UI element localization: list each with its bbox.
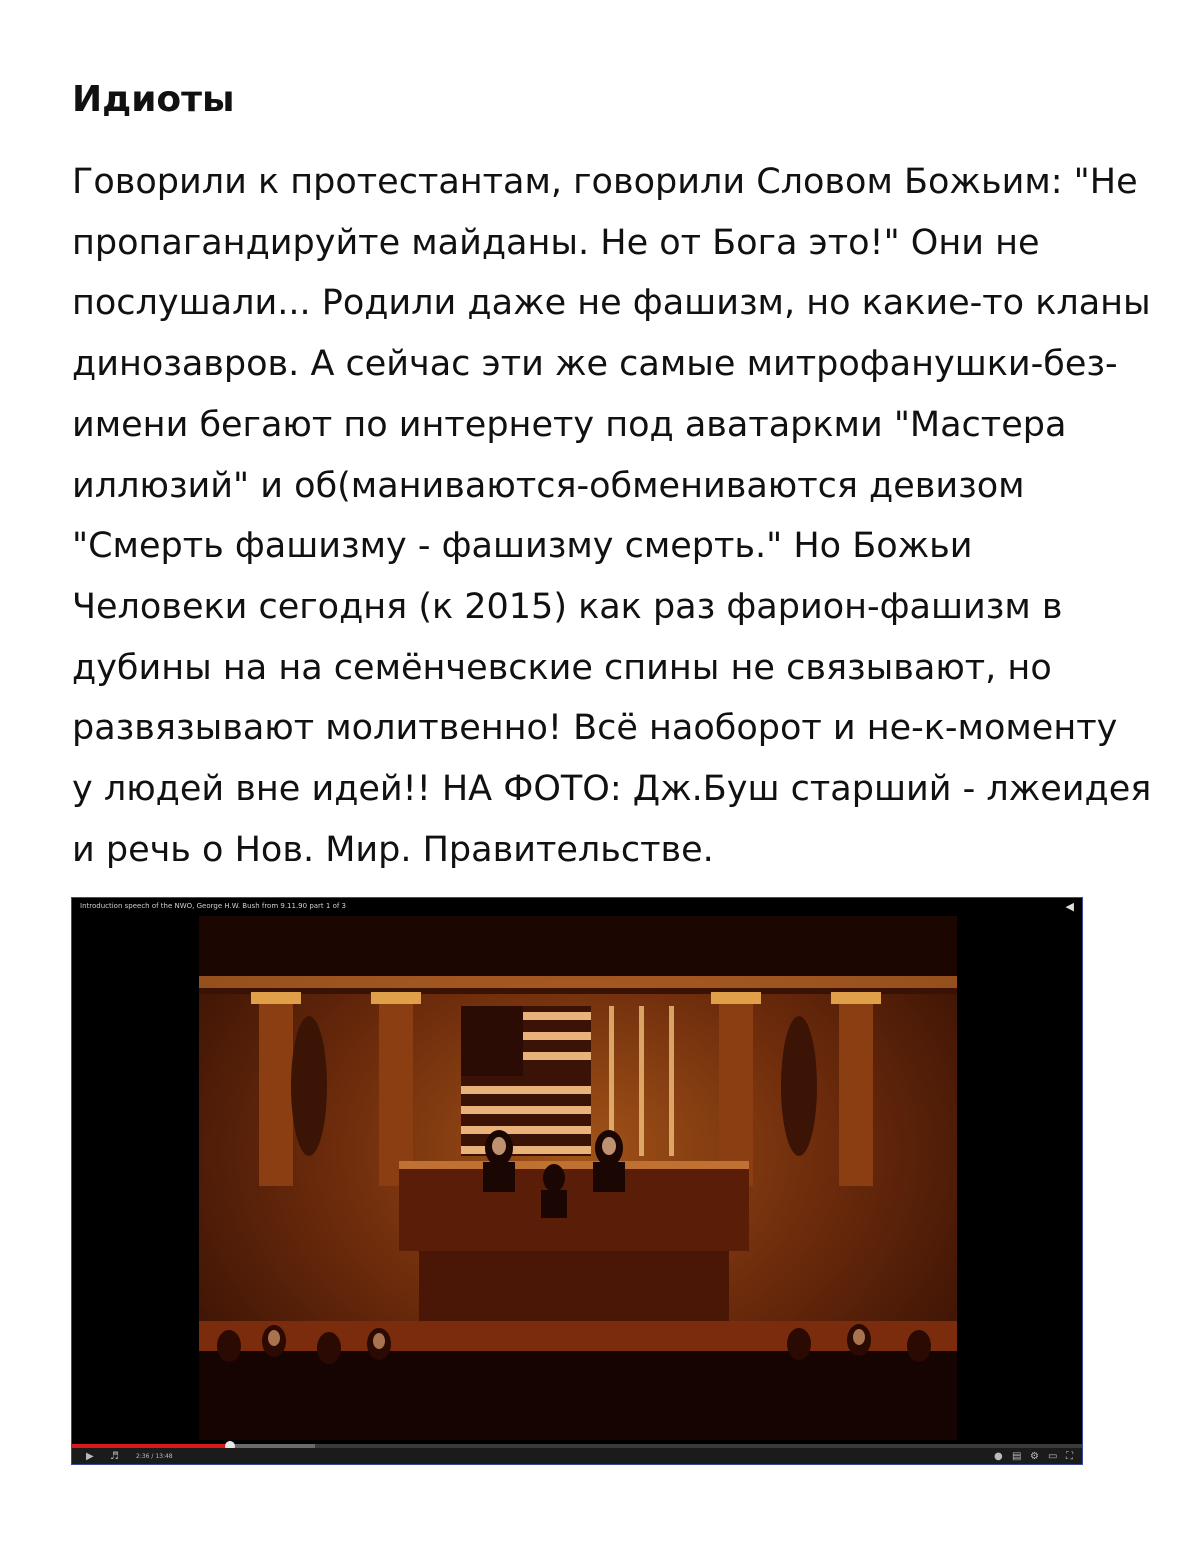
gear-icon[interactable]: ⚙ [1030, 1451, 1039, 1462]
congress-scene-image [199, 916, 957, 1440]
play-icon[interactable]: ▶ [86, 1451, 94, 1462]
time-current: 2:36 [136, 1453, 150, 1460]
body-paragraph [72, 152, 1152, 880]
video-player[interactable] [71, 897, 1083, 1465]
video-title[interactable]: Introduction speech of the NWO, George H.W. Bush from 9.11.90 part 1 of 3 [80, 902, 346, 910]
page-title: Идиоты [72, 79, 235, 120]
body-line: имени бегают по интернету под аватаркми "Мастера [72, 404, 1067, 445]
body-line: динозавров. А сейчас эти же самые митрофанушки-без- [72, 344, 1118, 385]
body-line: иллюзий" и об(маниваются-обмениваются девизом [72, 465, 1025, 506]
video-frame[interactable] [199, 916, 957, 1440]
theater-mode-icon[interactable]: ▭ [1048, 1451, 1058, 1462]
body-line: пропагандируйте майданы. Не от Бога это!" Они не [72, 222, 1040, 263]
time-display: 2:36 / 13:48 [136, 1453, 173, 1460]
body-line: "Смерть фашизму - фашизму смерть." Но Божьи [72, 526, 973, 567]
body-line: дубины на на семёнчевские спины не связывают, но [72, 647, 1052, 688]
time-total: 13:48 [155, 1453, 173, 1460]
body-line: у людей вне идей!! НА ФОТО: Дж.Буш старший - лжеидея [72, 769, 1152, 810]
body-line: развязывают молитвенно! Всё наоборот и не-к-моменту [72, 708, 1118, 749]
volume-icon[interactable]: ♬ [110, 1451, 119, 1462]
control-bar [72, 1448, 1083, 1465]
watch-later-icon[interactable]: ● [994, 1451, 1003, 1462]
share-icon[interactable]: ◀ [1065, 900, 1074, 913]
fullscreen-icon[interactable]: ⛶ [1066, 1451, 1073, 1462]
subtitles-icon[interactable]: ▤ [1012, 1451, 1022, 1462]
body-line: Говорили к протестантам, говорили Словом Божьим: "Не [72, 162, 1138, 202]
body-line: послушали... Родили даже не фашизм, но какие-то кланы [72, 283, 1151, 324]
body-line: Человеки сегодня (к 2015) как раз фарион-фашизм в [72, 586, 1063, 627]
body-line: и речь о Нов. Мир. Правительстве. [72, 829, 714, 870]
